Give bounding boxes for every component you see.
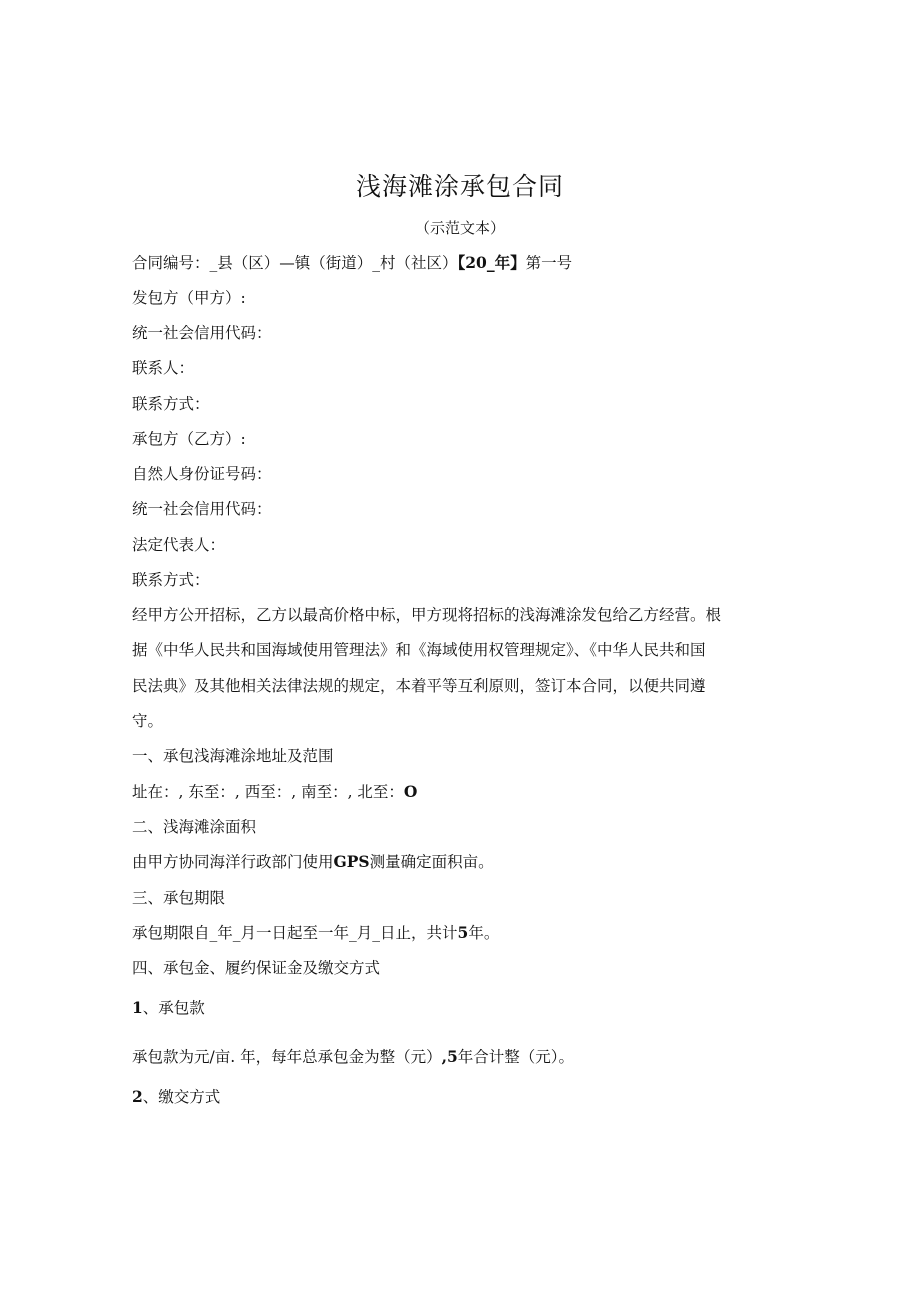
party-b-id-number: 自然人身份证号码： xyxy=(132,465,272,483)
document-title: 浅海滩涂承包合同 xyxy=(355,172,564,201)
section-2-body-post: 测量确定面积亩。 xyxy=(369,853,494,871)
section-1-body-text: 址在：, 东至：, 西至：, 南至：, 北至： xyxy=(132,783,404,801)
party-b-label: 承包方（乙方）: xyxy=(132,430,246,448)
section-2-body-gps: GPS xyxy=(333,852,370,871)
party-a-label: 发包方（甲方）: xyxy=(132,289,246,307)
party-b-legal-representative: 法定代表人： xyxy=(132,536,226,554)
party-a-credit-code: 统一社会信用代码： xyxy=(132,324,272,342)
section-3-body-years: 5 xyxy=(457,923,469,942)
party-b-contact: 联系方式： xyxy=(132,571,210,589)
section-3-body-post: 年。 xyxy=(468,924,500,942)
section-4-1-heading xyxy=(132,998,792,1018)
section-3-body-pre: 承包期限自_年_月一日起至一年_月_日止，共计 xyxy=(132,924,458,942)
section-4-1-body-post: 年合计整（元）。 xyxy=(457,1048,575,1066)
party-a-contact: 联系方式： xyxy=(132,395,210,413)
document-subtitle: （示范文本） xyxy=(414,219,505,237)
intro-paragraph-line: 经甲方公开招标，乙方以最高价格中标，甲方现将招标的浅海滩涂发包给乙方经营。根 xyxy=(132,606,722,624)
contract-number-line xyxy=(132,253,792,273)
section-4-1-number: 1 xyxy=(132,998,143,1017)
intro-paragraph-line: 守。 xyxy=(132,712,164,730)
intro-paragraph-line: 民法典》及其他相关法律法规的规定，本着平等互利原则，签订本合同，以便共同遵 xyxy=(132,677,706,695)
section-1-body-bold: O xyxy=(403,782,418,801)
section-2-body xyxy=(132,852,792,872)
contract-number-year: 【20_年】 xyxy=(457,253,526,272)
party-b-credit-code: 统一社会信用代码： xyxy=(132,500,272,518)
section-1-body xyxy=(132,782,792,802)
intro-paragraph-line: 据《中华人民共和国海域使用管理法》和《海域使用权管理规定》、《中华人民共和国 xyxy=(132,641,706,659)
section-4-heading: 四、承包金、履约保证金及缴交方式 xyxy=(132,959,381,977)
section-1-heading: 一、承包浅海滩涂地址及范围 xyxy=(132,747,334,765)
section-2-heading: 二、浅海滩涂面积 xyxy=(132,818,257,836)
contract-number-suffix: 第一号 xyxy=(525,254,573,272)
contract-number-prefix: 合同编号：_县（区）—镇（街道）_村（社区） xyxy=(132,254,458,272)
section-4-1-body-bold: ,5 xyxy=(441,1047,458,1066)
section-3-heading: 三、承包期限 xyxy=(132,889,226,907)
party-a-contact-person: 联系人： xyxy=(132,359,195,377)
section-4-2-text: 、缴交方式 xyxy=(142,1088,221,1106)
section-4-1-body xyxy=(132,1047,792,1067)
section-4-2-heading xyxy=(132,1087,792,1107)
section-3-body xyxy=(132,923,792,943)
section-4-1-body-pre: 承包款为元/亩. 年，每年总承包金为整（元） xyxy=(132,1048,442,1066)
section-4-2-number: 2 xyxy=(132,1087,143,1106)
section-2-body-pre: 由甲方协同海洋行政部门使用 xyxy=(132,853,334,871)
section-4-1-text: 、承包款 xyxy=(142,999,205,1017)
